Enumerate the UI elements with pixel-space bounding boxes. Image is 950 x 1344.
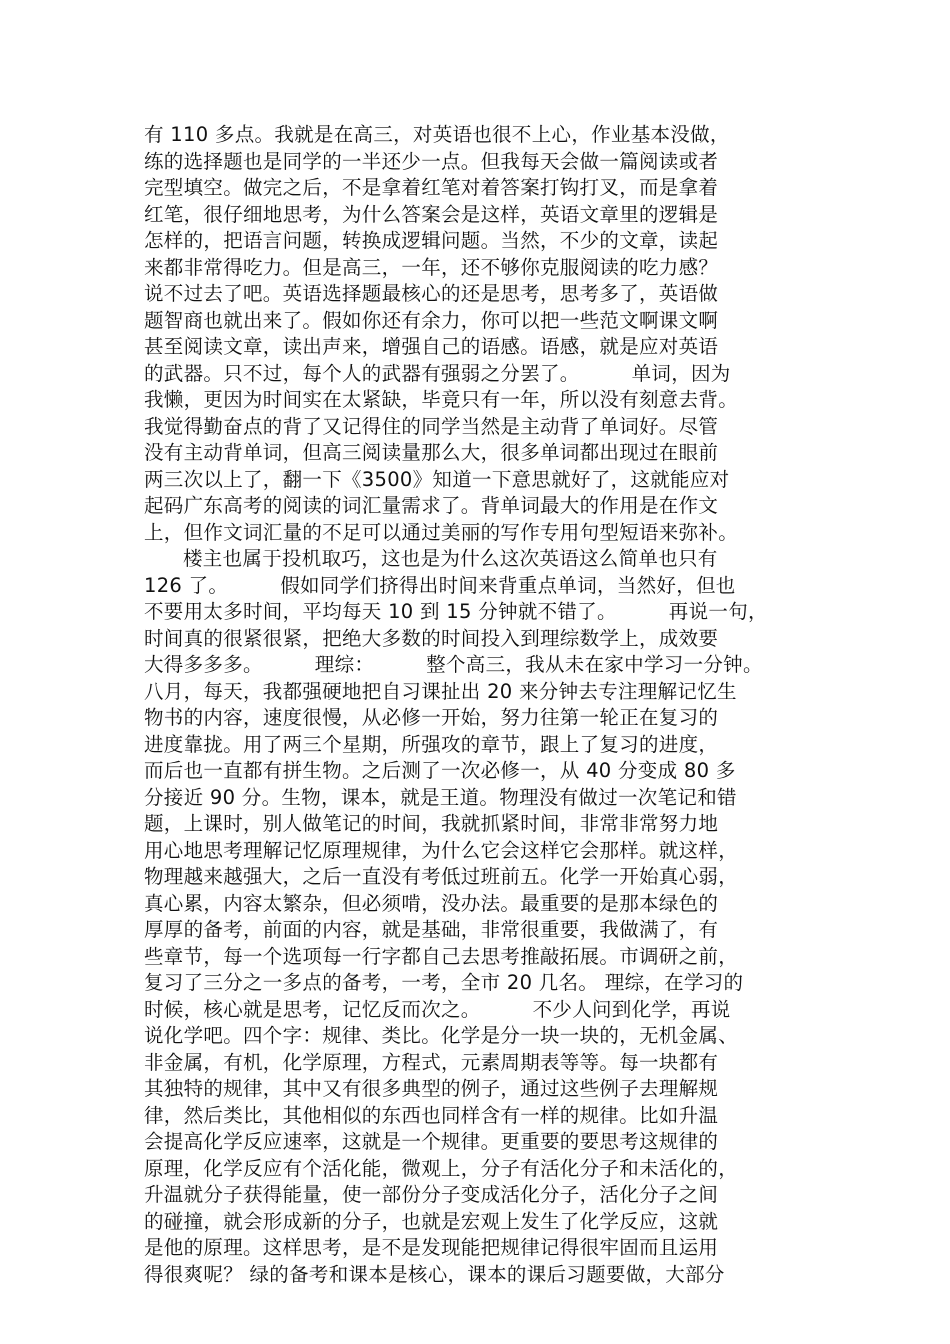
text-line: 楼主也属于投机取巧，这也是为什么这次英语这么简单也只有 [144, 547, 718, 570]
text-line: 时候，核心就是思考，记忆反而次之。 不少人问到化学，再说 [144, 997, 731, 1021]
text-line: 而后也一直都有拼生物。之后测了一次必修一，从 40 分变成 80 多 [144, 759, 736, 782]
text-line: 的碰撞，就会形成新的分子，也就是宏观上发生了化学反应，这就 [144, 1209, 719, 1233]
text-line: 复习了三分之一多点的备考，一考，全市 20 几名。 理综，在学习的 [144, 971, 744, 994]
text-line: 题智商也就出来了。假如你还有余力，你可以把一些范文啊课文啊 [144, 308, 719, 332]
text-line: 用心地思考理解记忆原理规律，为什么它会这样它会那样。就这样， [144, 838, 739, 862]
text-line: 上，但作文词汇量的不足可以通过美丽的写作专用句型短语来弥补。 [144, 520, 739, 544]
text-line: 的武器。只不过，每个人的武器有强弱之分罢了。 单词，因为 [144, 361, 731, 385]
text-line: 红笔，很仔细地思考，为什么答案会是这样，英语文章里的逻辑是 [144, 202, 719, 226]
text-line: 有 110 多点。我就是在高三，对英语也很不上心，作业基本没做， [144, 123, 730, 146]
text-line: 升温就分子获得能量，使一部份分子变成活化分子，活化分子之间 [144, 1183, 719, 1206]
text-line: 物理越来越强大，之后一直没有考低过班前五。化学一开始真心弱， [144, 865, 739, 888]
text-line: 些章节，每一个选项每一行字都自己去思考推敲拓展。市调研之前， [144, 944, 739, 968]
text-line: 非金属，有机，化学原理，方程式，元素周期表等等。每一块都有 [144, 1050, 719, 1074]
text-line: 分接近 90 分。生物，课本，就是王道。物理没有做过一次笔记和错 [144, 785, 737, 809]
text-line: 是他的原理。这样思考，是不是发现能把规律记得很牢固而且运用 [144, 1236, 719, 1259]
text-line: 原理，化学反应有个活化能，微观上，分子有活化分子和未活化的， [144, 1156, 739, 1180]
text-line: 八月，每天，我都强硬地把自习课扯出 20 来分钟去专注理解记忆生 [144, 679, 737, 703]
text-line: 真心累，内容太繁杂，但必须啃，没办法。最重要的是那本绿色的 [144, 891, 719, 915]
text-line: 会提高化学反应速率，这就是一个规律。更重要的要思考这规律的 [144, 1130, 719, 1153]
text-line: 其独特的规律，其中又有很多典型的例子，通过这些例子去理解规 [144, 1077, 719, 1100]
text-line: 甚至阅读文章，读出声来，增强自己的语感。语感，就是应对英语 [144, 335, 719, 358]
text-line: 不要用太多时间，平均每天 10 到 15 分钟就不错了。 再说一句， [144, 600, 768, 623]
body-text [144, 122, 824, 1288]
text-line: 来都非常得吃力。但是高三，一年，还不够你克服阅读的吃力感？ [144, 255, 719, 279]
text-line: 大得多多多。 理综： 整个高三，我从未在家中学习一分钟。 [144, 653, 763, 676]
text-line: 我懒，更因为时间实在太紧缺，毕竟只有一年，所以没有刻意去背。 [144, 388, 739, 411]
text-line: 题，上课时，别人做笔记的时间，我就抓紧时间，非常非常努力地 [144, 812, 719, 835]
text-line: 物书的内容，速度很慢，从必修一开始，努力往第一轮正在复习的 [144, 706, 719, 729]
text-line: 进度靠拢。用了两三个星期，所强攻的章节，跟上了复习的进度， [144, 732, 719, 756]
text-line: 说不过去了吧。英语选择题最核心的还是思考，思考多了，英语做 [144, 282, 719, 305]
text-line: 厚厚的备考，前面的内容，就是基础，非常很重要，我做满了，有 [144, 918, 719, 941]
text-line: 时间真的很紧很紧，把绝大多数的时间投入到理综数学上，成效要 [144, 626, 719, 650]
text-line: 说化学吧。四个字：规律、类比。化学是分一块一块的，无机金属、 [144, 1024, 739, 1047]
text-line: 两三次以上了，翻一下《3500》知道一下意思就好了，这就能应对 [144, 467, 730, 491]
text-line: 起码广东高考的阅读的词汇量需求了。背单词最大的作用是在作文 [144, 494, 719, 517]
text-line: 得很爽呢？ 绿的备考和课本是核心，课本的课后习题要做，大部分 [144, 1262, 725, 1286]
text-line: 我觉得勤奋点的背了又记得住的同学当然是主动背了单词好。尽管 [144, 414, 719, 438]
text-line: 完型填空。做完之后，不是拿着红笔对着答案打钩打叉，而是拿着 [144, 176, 719, 199]
text-line: 126 了。 假如同学们挤得出时间来背重点单词，当然好，但也 [144, 573, 736, 597]
text-line: 练的选择题也是同学的一半还少一点。但我每天会做一篇阅读或者 [144, 149, 719, 173]
text-line: 律，然后类比，其他相似的东西也同样含有一样的规律。比如升温 [144, 1103, 719, 1127]
text-line: 没有主动背单词，但高三阅读量那么大，很多单词都出现过在眼前 [144, 441, 719, 464]
text-line: 怎样的，把语言问题，转换成逻辑问题。当然，不少的文章，读起 [144, 229, 719, 252]
